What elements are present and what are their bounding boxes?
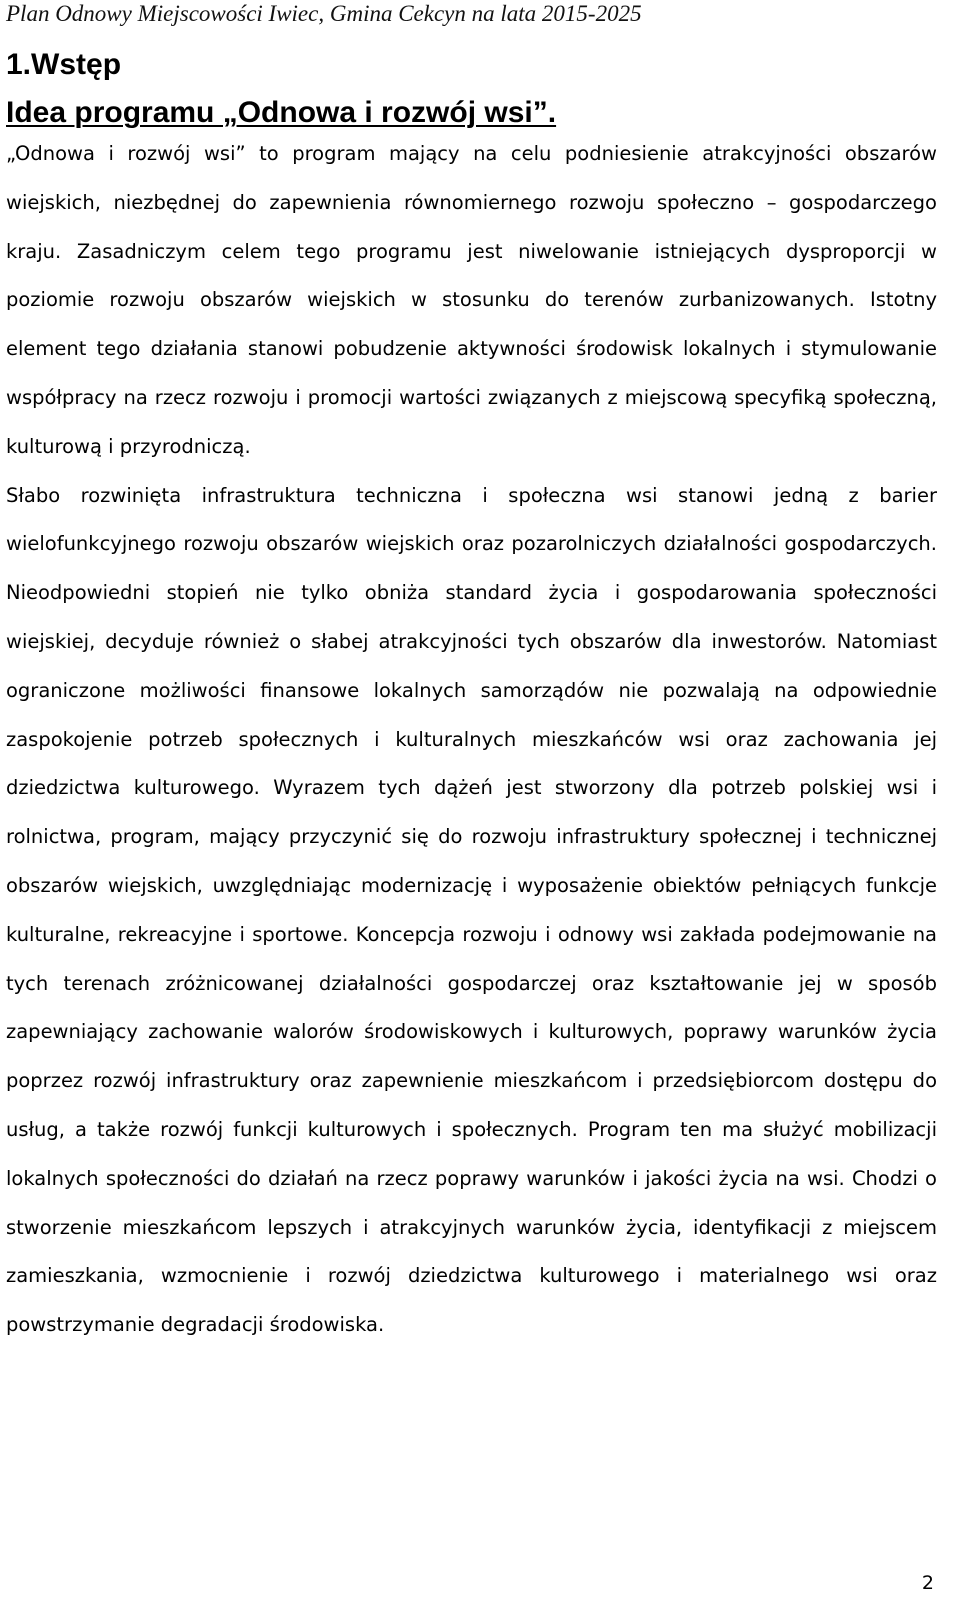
- paragraph-infrastructure: Słabo rozwinięta infrastruktura techniczna i społeczna wsi stanowi jedną z barier wielofunkcyjnego rozwoju obszarów wiejskich oraz pozarolniczych działalności gospodarczych. Nieodpowiedni stopień nie tylko obniża standard życia i gospodarowania społeczności wiejskiej, decyduje również o słabej atrakcyjności tych obszarów dla inwestorów. Natomiast ograniczone możliwości finansowe lokalnych samorządów nie pozwalają na odpowiednie zaspokojenie potrzeb społecznych i kulturalnych mieszkańców wsi oraz zachowania jej dziedzictwa kulturowego. Wyrazem tych dążeń jest stworzony dla potrzeb polskiej wsi i rolnictwa, program, mający przyczynić się do rozwoju infrastruktury społecznej i technicznej obszarów wiejskich, uwzględniając modernizację i wyposażenie obiektów pełniących funkcje kulturalne, rekreacyjne i sportowe. Koncepcja rozwoju i odnowy wsi zakłada podejmowanie na tych terenach zróżnicowanej działalności gospodarczej oraz kształtowanie jej w sposób zapewniający zachowanie walorów środowiskowych i kulturowych, poprawy warunków życia poprzez rozwój infrastruktury oraz zapewnienie mieszkańcom i przedsiębiorcom dostępu do usług, a także rozwój funkcji kulturowych i społecznych. Program ten ma służyć mobilizacji lokalnych społeczności do działań na rzecz poprawy warunków i jakości życia na wsi. Chodzi o stworzenie mieszkańcom lepszych i atrakcyjnych warunków życia, identyfikacji z miejscem zamieszkania, wzmocnienie i rozwój dziedzictwa kulturowego i materialnego wsi oraz powstrzymanie degradacji środowiska.: [6, 483, 937, 1337]
- running-header: Plan Odnowy Miejscowości Iwiec, Gmina Cekcyn na lata 2015-2025: [6, 1, 642, 26]
- section-heading: 1.Wstęp: [6, 48, 122, 81]
- paragraph-intro: „Odnowa i rozwój wsi” to program mający na celu podniesienie atrakcyjności obszarów wiejskich, niezbędnej do zapewnienia równomiernego rozwoju społeczno – gospodarczego kraju. Zasadniczym celem tego programu jest niwelowanie istniejących dysproporcji w poziomie rozwoju obszarów wiejskich w stosunku do terenów zurbanizowanych. Istotny element tego działania stanowi pobudzenie aktywności środowisk lokalnych i stymulowanie współpracy na rzecz rozwoju i promocji wartości związanych z miejscową specyfiką społeczną, kulturową i przyrodniczą.: [6, 142, 937, 458]
- section-subheading: Idea programu „Odnowa i rozwój wsi”.: [6, 96, 557, 129]
- page-number: 2: [921, 1572, 934, 1594]
- body-text: [6, 130, 937, 1350]
